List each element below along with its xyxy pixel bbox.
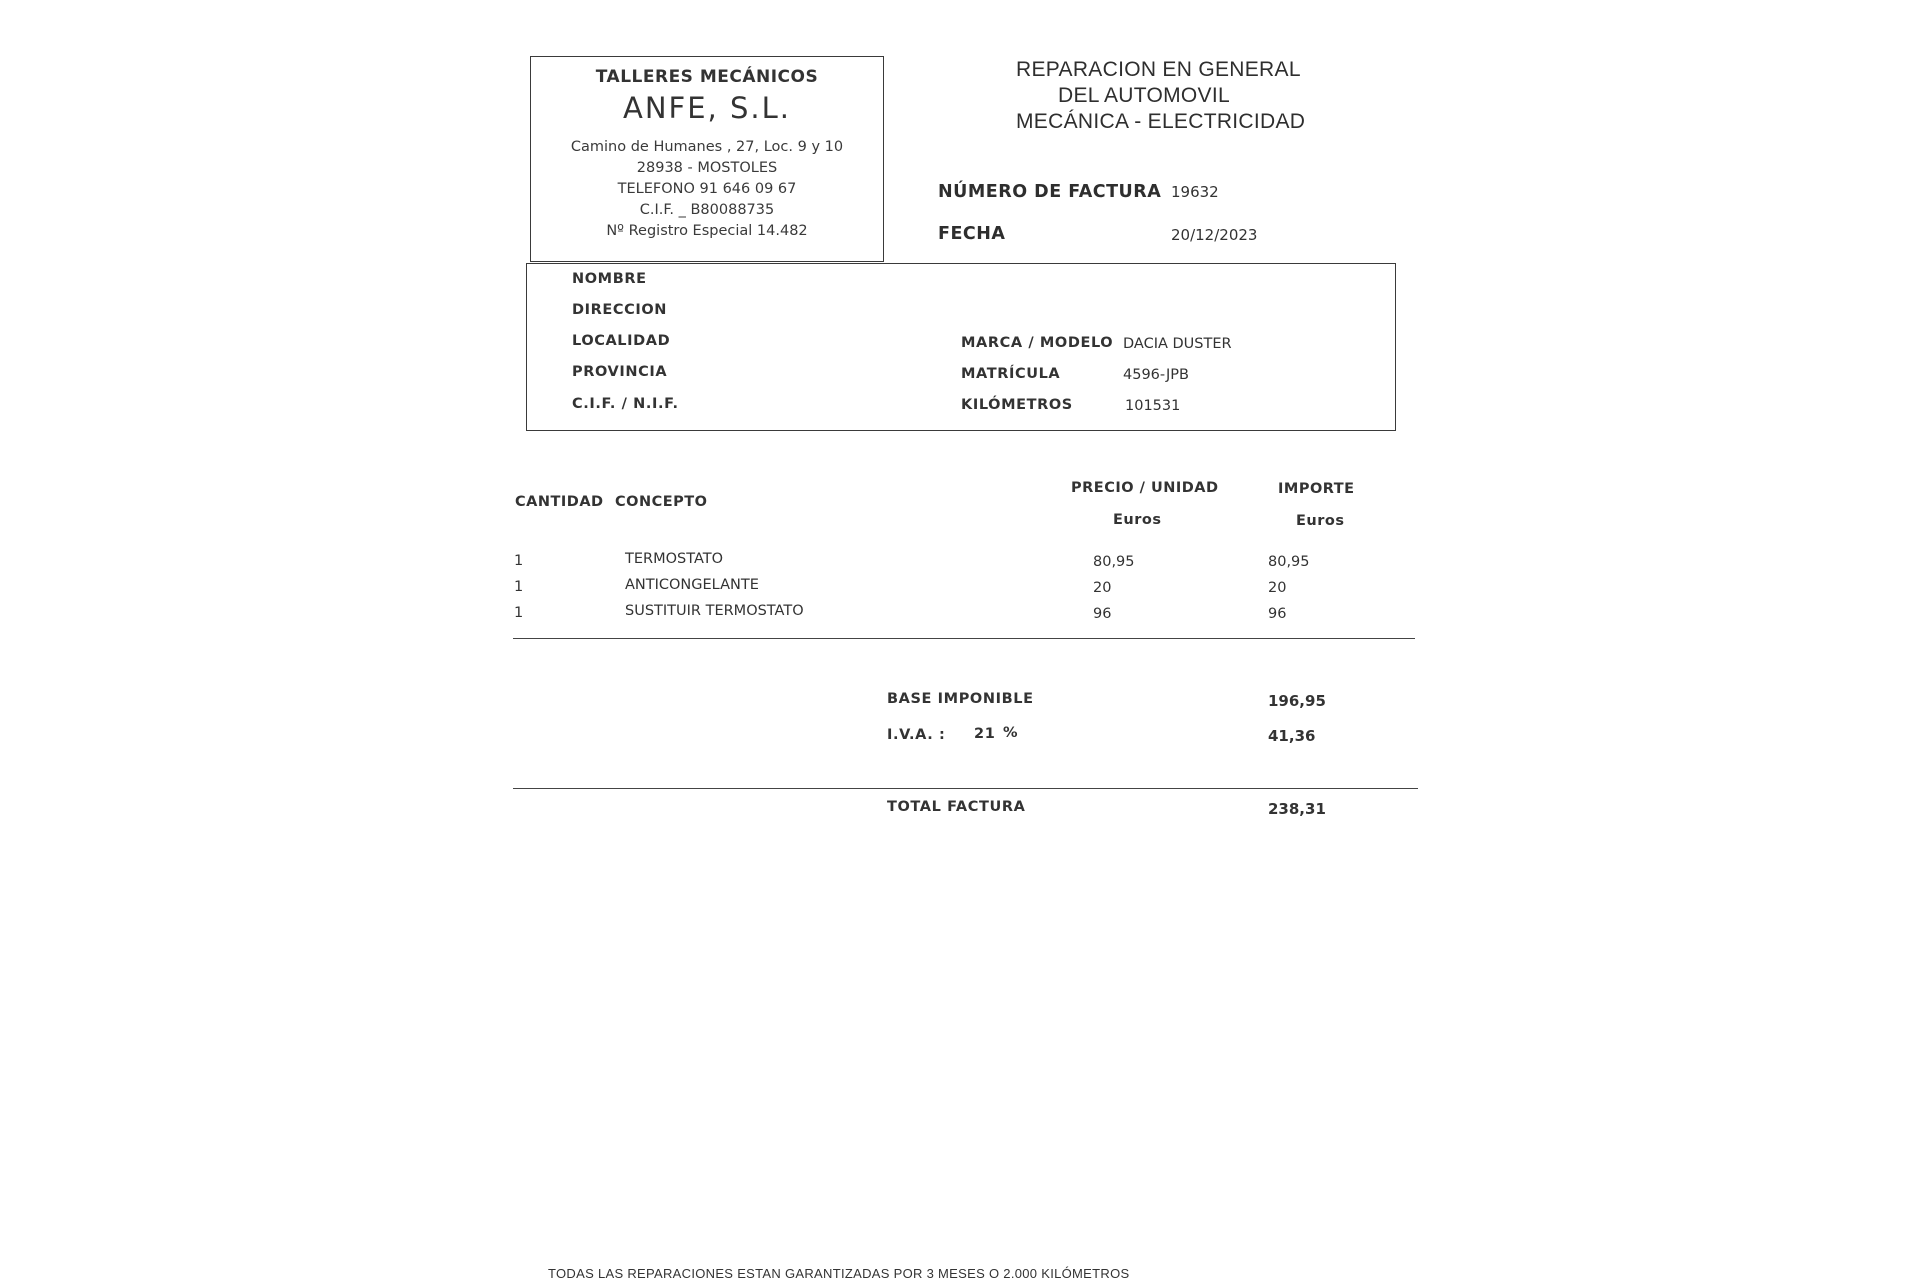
- iva-percent: %: [1003, 725, 1019, 741]
- header-line-1: REPARACION EN GENERAL: [1016, 58, 1301, 81]
- client-locality-label: LOCALIDAD: [572, 333, 671, 349]
- client-address-label: DIRECCION: [572, 302, 668, 318]
- row-2-qty: 1: [514, 579, 524, 595]
- company-info-box: [530, 56, 884, 262]
- invoice-number: 19632: [1171, 183, 1219, 201]
- row-2-unit-price: 20: [1093, 580, 1112, 596]
- items-divider: [513, 638, 1415, 639]
- total-value: 238,31: [1268, 800, 1326, 818]
- invoice-number-label: NÚMERO DE FACTURA: [938, 182, 1162, 202]
- company-registry: Nº Registro Especial 14.482: [606, 223, 808, 239]
- header-line-3: MECÁNICA - ELECTRICIDAD: [1016, 110, 1306, 133]
- row-3-amount: 96: [1268, 606, 1287, 622]
- unit-price-header: PRECIO / UNIDAD: [1071, 480, 1219, 496]
- concept-header: CONCEPTO: [615, 494, 708, 510]
- row-1-qty: 1: [514, 553, 524, 569]
- iva-label: I.V.A. :: [887, 727, 946, 743]
- row-1-concept: TERMOSTATO: [625, 551, 724, 567]
- iva-rate: 21: [974, 726, 996, 742]
- company-city: 28938 - MOSTOLES: [636, 160, 778, 176]
- vehicle-plate-label: MATRÍCULA: [961, 366, 1061, 382]
- base-value: 196,95: [1268, 692, 1326, 710]
- qty-header: CANTIDAD: [515, 494, 604, 510]
- row-2-concept: ANTICONGELANTE: [625, 577, 759, 593]
- amount-sub: Euros: [1296, 513, 1345, 529]
- header-line-2: DEL AUTOMOVIL: [1058, 84, 1230, 107]
- client-province-label: PROVINCIA: [572, 364, 668, 380]
- vehicle-km: 101531: [1125, 398, 1181, 414]
- row-1-amount: 80,95: [1268, 554, 1310, 570]
- client-name-label: NOMBRE: [572, 271, 647, 287]
- warranty-note: TODAS LAS REPARACIONES ESTAN GARANTIZADAS POR 3 MESES O 2.000 KILÓMETROS: [548, 1266, 1130, 1281]
- company-title: TALLERES MECÁNICOS: [595, 67, 819, 87]
- totals-divider: [513, 788, 1418, 789]
- company-cif: C.I.F. _ B80088735: [639, 202, 775, 218]
- vehicle-km-label: KILÓMETROS: [961, 397, 1073, 413]
- invoice-date-label: FECHA: [938, 224, 1006, 244]
- vehicle-brand: DACIA DUSTER: [1123, 336, 1232, 352]
- iva-value: 41,36: [1268, 727, 1316, 745]
- base-label: BASE IMPONIBLE: [887, 691, 1034, 707]
- company-name: ANFE, S.L.: [623, 91, 791, 125]
- vehicle-plate: 4596-JPB: [1123, 367, 1189, 383]
- company-address: Camino de Humanes , 27, Loc. 9 y 10: [570, 139, 844, 155]
- row-3-qty: 1: [514, 605, 524, 621]
- invoice-date: 20/12/2023: [1171, 226, 1258, 244]
- amount-header: IMPORTE: [1278, 481, 1355, 497]
- row-2-amount: 20: [1268, 580, 1287, 596]
- row-3-unit-price: 96: [1093, 606, 1112, 622]
- vehicle-brand-label: MARCA / MODELO: [961, 335, 1114, 351]
- total-label: TOTAL FACTURA: [887, 799, 1026, 815]
- unit-price-sub: Euros: [1113, 512, 1162, 528]
- company-phone: TELEFONO 91 646 09 67: [617, 181, 797, 197]
- client-cif-label: C.I.F. / N.I.F.: [572, 396, 679, 412]
- row-3-concept: SUSTITUIR TERMOSTATO: [625, 603, 804, 619]
- row-1-unit-price: 80,95: [1093, 554, 1135, 570]
